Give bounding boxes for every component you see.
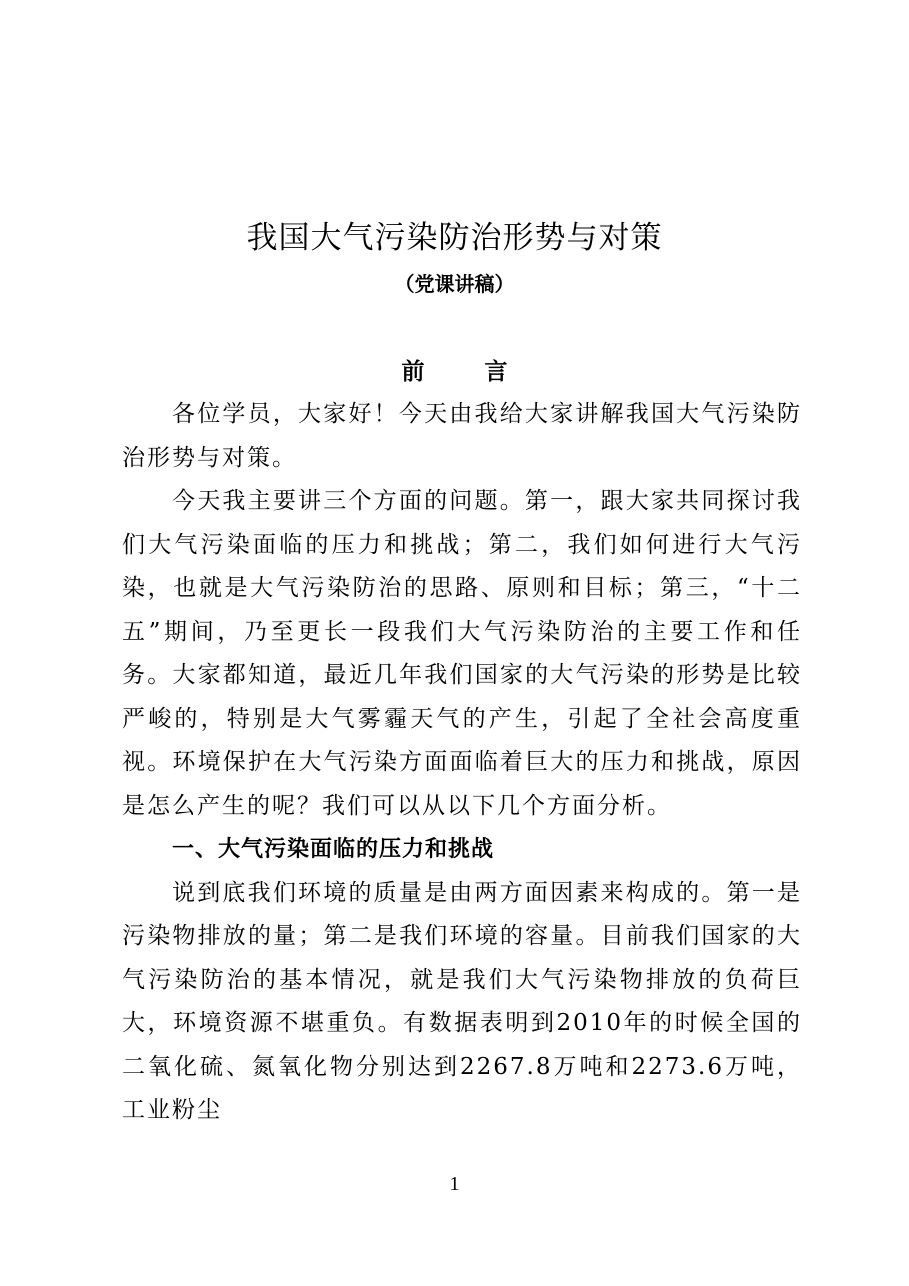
section-heading-preface: 前 言 (401, 359, 534, 385)
document-subtitle: （党课讲稿） (394, 272, 515, 296)
document-body (122, 393, 802, 1133)
document-title: 我国大气污染防治形势与对策 (246, 220, 663, 256)
page-number: 1 (449, 1173, 460, 1195)
paragraph-overview: 今天我主要讲三个方面的问题。第一，跟大家共同探讨我们大气污染面临的压力和挑战；第二，我们如何进行大气污染，也就是大气污染防治的思路、原则和目标；第三，“十二五”期间，乃至更长一段我们大气污染防治的主要工作和任务。大家都知道，最近几年我们国家的大气污染的形势是比较严峻的，特别是大气雾霾天气的产生，引起了全社会高度重视。环境保护在大气污染方面面临着巨大的压力和挑战，原因是怎么产生的呢？我们可以从以下几个方面分析。 (122, 488, 802, 819)
subheading-pressure-and-challenges: 一、大气污染面临的压力和挑战 (172, 837, 495, 862)
paragraph-greeting: 各位学员，大家好！今天由我给大家讲解我国大气污染防治形势与对策。 (122, 401, 802, 471)
paragraph-environment-quality: 说到底我们环境的质量是由两方面因素来构成的。第一是污染物排放的量；第二是我们环境的容量。目前我们国家的大气污染防治的基本情况，就是我们大气污染物排放的负荷巨大，环境资源不堪重负。有数据表明到2010年的时候全国的二氧化硫、氮氧化物分别达到2267.8万吨和2273.6万吨，工业粉尘 (122, 879, 802, 1123)
